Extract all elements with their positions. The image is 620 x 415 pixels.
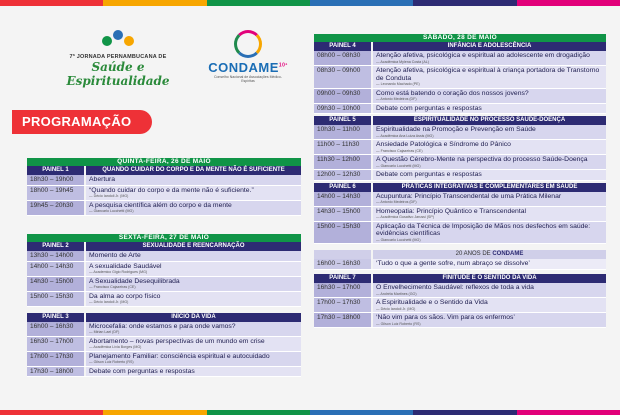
thursday-block bbox=[27, 158, 301, 216]
schedule-row: 14h30 – 15h00 A Sexualidade Desequilibrada — Francisco Cajazeiras (CE) bbox=[27, 277, 301, 292]
schedule-row: 11h30 – 12h00 A Questão Cérebro-Mente na perspectiva do processo Saúde-Doença — Giancarlo Lucchetti (MG) bbox=[314, 155, 606, 170]
schedule-row: 17h30 – 18h00 Debate com perguntas e respostas bbox=[27, 367, 301, 378]
jornada-title-line2: Saúde e Espiritualidade bbox=[66, 60, 170, 88]
panel-header: PAINEL 3 INÍCIO DA VIDA bbox=[27, 313, 301, 322]
schedule-row: 14h00 – 14h30 A sexualidade Saudável — Academico Gigio Rodrigues (MG) bbox=[27, 262, 301, 277]
schedule-row: 09h00 – 09h30 Como está batendo o coração dos nossos jovens? — Antonio Medeiros (DF) bbox=[314, 89, 606, 104]
schedule-row: 17h00 – 17h30 A Espiritualidade e o Sentido da Vida — Décio Iandoli Jr. (MG) bbox=[314, 298, 606, 313]
panel-header: PAINEL 1 QUANDO CUIDAR DO CORPO E DA MENTE NÃO É SUFICIENTE bbox=[27, 166, 301, 175]
bottom-color-stripes bbox=[0, 410, 620, 415]
condame-ring-icon bbox=[234, 30, 262, 58]
schedule-row: 17h00 – 17h30 Planejamento Familiar: consciência espiritual e autocuidado — Gilson Luiz Roberto (RS) bbox=[27, 352, 301, 367]
schedule-row: 17h30 – 18h00 ‘Não vim para os sãos. Vim para os enfermos’ — Gilson Luiz Roberto (RS) bbox=[314, 313, 606, 328]
schedule-row: 16h00 – 16h30 ‘Tudo o que a gente sofre, num abraço se dissolve’ bbox=[314, 259, 606, 270]
panel-header: PAINEL 7 FINITUDE E O SENTIDO DA VIDA bbox=[314, 274, 606, 283]
schedule-row: 13h30 – 14h00 Momento de Arte bbox=[27, 251, 301, 262]
schedule-row: 08h30 – 09h00 Atenção afetiva, psicológica e espiritual à criança portadora de Transtorno de Conduta — Leonardo Machado (PE) bbox=[314, 66, 606, 89]
schedule-row: 12h00 – 12h30 Debate com perguntas e respostas bbox=[314, 170, 606, 181]
schedule-row: 09h30 – 10h00 Debate com perguntas e respostas bbox=[314, 104, 606, 115]
friday-block bbox=[27, 234, 301, 377]
schedule-row: 16h00 – 16h30 Microcefalia: onde estamos e para onde vamos? — Mirian Lael (DF) bbox=[27, 322, 301, 337]
schedule-row: 14h00 – 14h30 Acupuntura: Princípio Transcendental de uma Prática Milenar — Antonio Medeiros (DF) bbox=[314, 192, 606, 207]
condame-name: $CONDAME^{10ª}$ bbox=[208, 60, 288, 75]
jornada-logo bbox=[48, 28, 188, 88]
anniversary-header: 20 ANOS DE CONDAME bbox=[314, 250, 606, 259]
schedule-row: 19h45 – 20h30 A pesquisa científica além do corpo e da mente — Giancarlo Lucchetti (MG) bbox=[27, 201, 301, 216]
schedule-row: 14h30 – 15h00 Homeopatia: Princípio Quântico e Transcendental — Acadêmica Gusativo Jarussi (SP) bbox=[314, 207, 606, 222]
schedule-row: 10h30 – 11h00 Espiritualidade na Promoção e Prevenção em Saúde — Acadêmica Ana Luiza Assis (MG) bbox=[314, 125, 606, 140]
schedule-row: 18h00 – 19h45 “Quando cuidar do corpo e da mente não é suficiente.” — Décio Iandoli Jr. (MG) bbox=[27, 186, 301, 201]
schedule-row: 18h30 – 19h00 Abertura bbox=[27, 175, 301, 186]
schedule-row: 16h30 – 17h00 Abortamento – novas perspectivas de um mundo em crise — Acadêmica Lívia Borges (MG) bbox=[27, 337, 301, 352]
panel-header: PAINEL 4 INFÂNCIA E ADOLESCÊNCIA bbox=[314, 42, 606, 51]
panel-header: PAINEL 2 SEXUALIDADE E REENCARNAÇÃO bbox=[27, 242, 301, 251]
top-color-stripes bbox=[0, 0, 620, 6]
schedule-row: 15h00 – 15h30 Da alma ao corpo físico — Décio Iandoli Jr. (MG) bbox=[27, 292, 301, 307]
panel-header: PAINEL 5 ESPIRITUALIDADE NO PROCESSO SAÚDE-DOENÇA bbox=[314, 116, 606, 125]
thursday-day-header: QUINTA-FEIRA, 26 DE MAIO bbox=[27, 158, 301, 166]
saturday-day-header: SÁBADO, 28 DE MAIO bbox=[314, 34, 606, 42]
friday-day-header: SEXTA-FEIRA, 27 DE MAIO bbox=[27, 234, 301, 242]
saturday-block bbox=[314, 34, 606, 328]
schedule-row: 11h00 – 11h30 Ansiedade Patológica e Síndrome do Pânico — Francisco Cajazeiras (CE) bbox=[314, 140, 606, 155]
schedule-row: 16h30 – 17h00 O Envelhecimento Saudável: reflexos de toda a vida — Andréia Martines (GO) bbox=[314, 283, 606, 298]
jornada-mark-icon bbox=[98, 28, 138, 52]
schedule-row: 08h00 – 08h30 Atenção afetiva, psicológica e espiritual ao adolescente em drogadição — Acadêmica Mylena Costa (AL) bbox=[314, 51, 606, 66]
panel-header: PAINEL 6 PRÁTICAS INTEGRATIVAS E COMPLEMENTARES EM SAÚDE bbox=[314, 183, 606, 192]
programacao-banner: PROGRAMAÇÃO bbox=[12, 110, 152, 134]
jornada-title-line1: 7ª JORNADA PERNAMBUCANA DE bbox=[69, 54, 167, 60]
condame-subtitle: Conselho Nacional de Associações Médico-Espíritas bbox=[213, 75, 283, 83]
schedule-row: 15h00 – 15h30 Aplicação da Técnica de Imposição de Mãos nos desfechos em saúde: evidências científicas — Giancarlo Lucchetti (MG) bbox=[314, 222, 606, 245]
condame-logo bbox=[208, 30, 288, 83]
